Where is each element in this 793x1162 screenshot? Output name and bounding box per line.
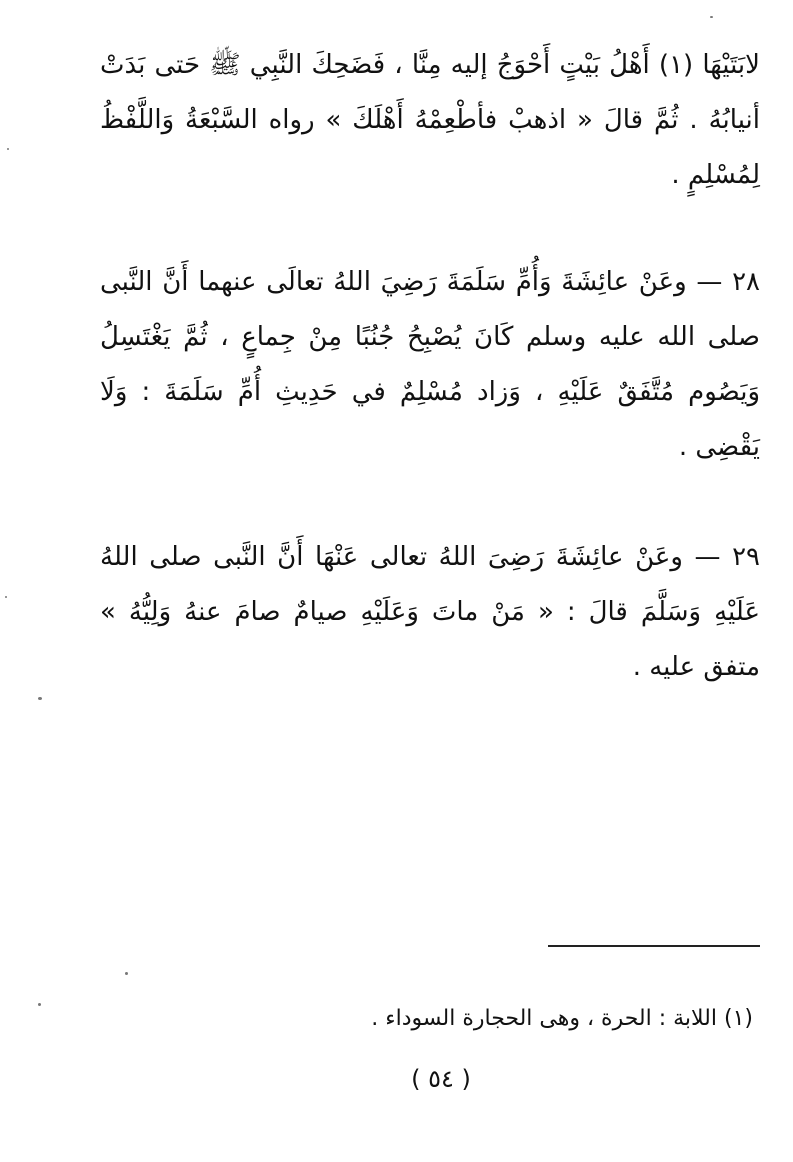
scan-speck	[710, 16, 713, 18]
scan-speck	[38, 697, 42, 700]
footnote: (١) اللابة : الحرة ، وهى الحجارة السوداء .	[371, 1006, 753, 1031]
hadith-28: ٢٨ — وعَنْ عائِشَةَ وَأُمِّ سَلَمَةَ رَضِيَ اللهُ تعالَى عنهما أَنَّ النَّبى صلى الله عليه وسلم كَانَ يُصْبِحُ جُنُبًا مِنْ جِماعٍ ، ثُمَّ يَغْتَسِلُ وَيَصُوم مُتَّفَقٌ عَلَيْهِ ، وَزاد مُسْلِمٌ في حَدِيثِ أُمِّ سَلَمَةَ : وَلَا يَقْضِى .	[100, 267, 760, 462]
scan-speck	[125, 972, 128, 975]
scan-speck	[7, 148, 9, 150]
scan-speck	[38, 1003, 41, 1006]
scan-speck	[5, 596, 7, 598]
paragraph-continuation: لابَتَيْهَا (١) أَهْلُ بَيْتٍ أَحْوَجُ إليه مِنَّا ، فَضَحِكَ النَّبِي ﷺ حَتى بَدَتْ أنيابُهُ . ثُمَّ قالَ « اذهبْ فأطْعِمْهُ أَهْلَكَ » رواه السَّبْعَةُ وَاللَّفْظُ لِمُسْلِمٍ .	[100, 50, 760, 190]
page-number: ( ٥٤ )	[411, 1065, 471, 1093]
footnote-divider	[548, 945, 760, 947]
hadith-29: ٢٩ — وعَنْ عائِشَةَ رَضِىَ اللهُ تعالى عَنْهَا أَنَّ النَّبى صلى اللهُ عَلَيْهِ وَسَلَّمَ قالَ : « مَنْ ماتَ وَعَلَيْهِ صيامٌ صامَ عنهُ وَلِيُّهُ » متفق عليه .	[100, 542, 760, 682]
